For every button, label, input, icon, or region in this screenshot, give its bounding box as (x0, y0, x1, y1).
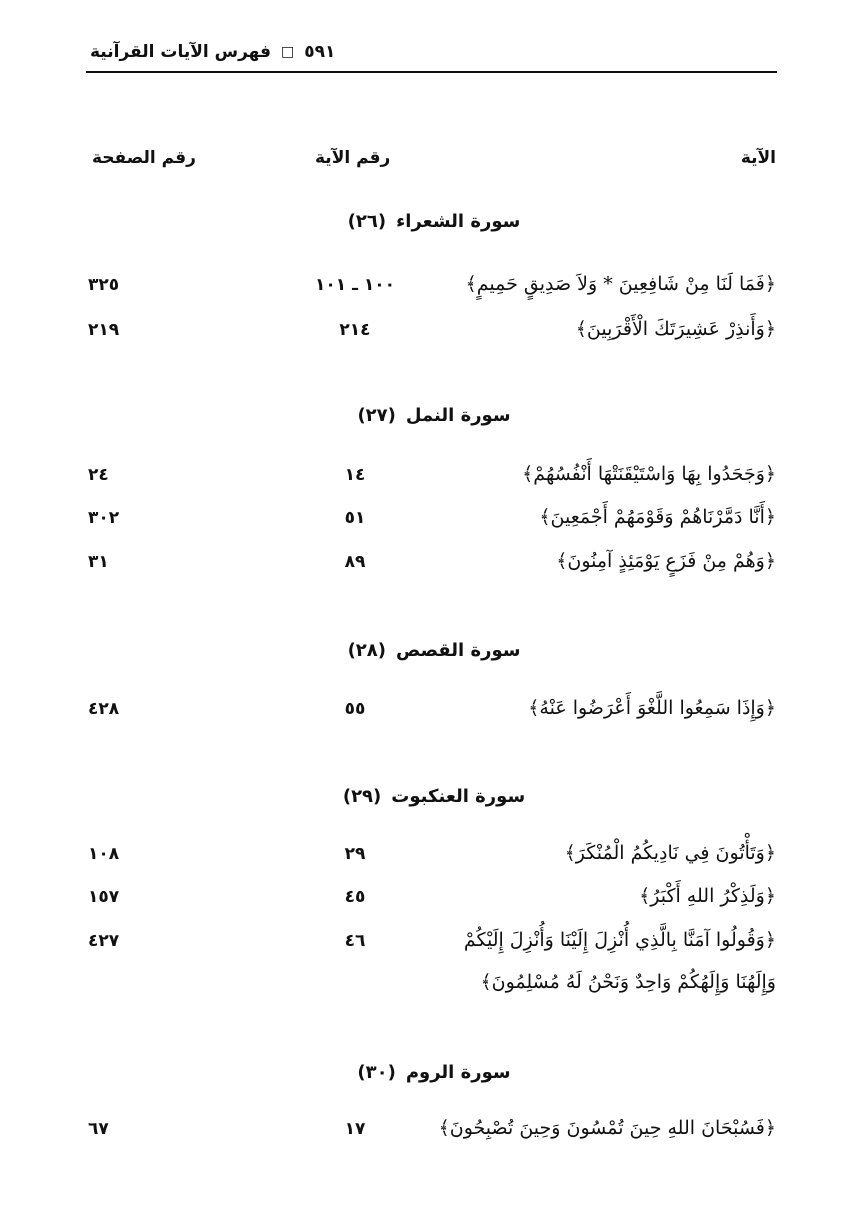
ayah-number: ١٤ (344, 465, 366, 485)
ayah-text: ﴿وَتَأْتُونَ فِي نَادِيكُمُ الْمُنْكَرَ﴾ (564, 842, 776, 864)
page-ref: ٣٢٥ (88, 275, 120, 295)
column-header-page: رقم الصفحة (92, 148, 196, 168)
ayah-number: ٢٩ (344, 844, 366, 864)
ayah-number: ١٠٠ ـ ١٠١ (315, 275, 395, 295)
ayah-number: ٤٦ (344, 931, 366, 951)
sura-name: سورة النمل (405, 405, 511, 426)
sura-heading (0, 1062, 868, 1083)
sura-number: (٢٧) (357, 405, 396, 426)
page-ref: ٤٢٨ (88, 699, 120, 719)
page-ref: ١٥٧ (88, 887, 120, 907)
running-head (90, 34, 776, 70)
page-ref: ٦٧ (88, 1119, 109, 1139)
sura-name: سورة الروم (405, 1062, 511, 1083)
ayah-number: ٢١٤ (339, 320, 371, 340)
page-ref: ٢١٩ (88, 320, 120, 340)
ayah-text: ﴿فَسُبْحَانَ اللهِ حِينَ تُمْسُونَ وَحِينَ تُصْبِحُونَ﴾ (438, 1117, 776, 1139)
separator-square-icon: □ (281, 44, 295, 60)
ayah-text: ﴿أَنَّا دَمَّرْنَاهُمْ وَقَوْمَهُمْ أَجْمَعِينَ﴾ (539, 506, 776, 528)
page-ref: ٤٢٧ (88, 931, 120, 951)
sura-name: سورة الشعراء (396, 211, 521, 232)
sura-number: (٢٦) (347, 211, 387, 232)
ayah-number: ١٧ (344, 1119, 366, 1139)
page-ref: ١٠٨ (88, 844, 120, 864)
ayah-text: ﴿وَهُمْ مِنْ فَزَعٍ يَوْمَئِذٍ آمِنُونَ﴾ (556, 550, 776, 572)
column-header-ayah: الآية (740, 148, 776, 168)
page-ref: ٣١ (88, 552, 109, 572)
sura-heading (0, 786, 868, 807)
sura-number: (٢٩) (342, 786, 382, 807)
ayah-text: ﴿فَمَا لَنَا مِنْ شَافِعِينَ * وَلاَ صَدِيقٍ حَمِيمٍ﴾ (465, 273, 776, 295)
ayah-text: ﴿وَقُولُوا آمَنَّا بِالَّذِي أُنْزِلَ إِلَيْنَا وَأُنْزِلَ إِلَيْكُمْ (463, 929, 776, 951)
ayah-number: ٥٥ (344, 699, 366, 719)
sura-number: (٢٨) (347, 640, 387, 661)
page-ref: ٢٤ (88, 465, 109, 485)
sura-heading (0, 640, 868, 661)
page-number: ٥٩١ (304, 42, 336, 62)
running-title: فهرس الآيات القرآنية (90, 42, 272, 62)
ayah-text: ﴿وَإِذَا سَمِعُوا اللَّغْوَ أَعْرَضُوا عَنْهُ﴾ (528, 697, 776, 719)
ayah-number: ٤٥ (344, 887, 366, 907)
ayah-number: ٨٩ (344, 552, 366, 572)
sura-number: (٣٠) (357, 1062, 396, 1083)
header-rule (86, 71, 777, 73)
column-header-ayah-number: رقم الآية (315, 148, 391, 168)
sura-heading (0, 211, 868, 232)
ayah-text: ﴿وَلَذِكْرُ اللهِ أَكْبَرُ﴾ (639, 885, 776, 907)
sura-name: سورة العنكبوت (391, 786, 526, 807)
ayah-text: ﴿وَأَنذِرْ عَشِيرَتَكَ الْأَقْرَبِينَ﴾ (575, 318, 776, 340)
sura-heading (0, 405, 868, 426)
page-ref: ٣٠٢ (88, 508, 120, 528)
sura-name: سورة القصص (396, 640, 521, 661)
ayah-text-continuation: وَإِلَهُنَا وَإِلَهُكُمْ وَاحِدٌ وَنَحْنُ لَهُ مُسْلِمُونَ﴾ (480, 971, 776, 993)
ayah-number: ٥١ (344, 508, 366, 528)
ayah-text: ﴿وَجَحَدُوا بِهَا وَاسْتَيْقَنَتْهَا أَنْفُسُهُمْ﴾ (522, 463, 776, 485)
